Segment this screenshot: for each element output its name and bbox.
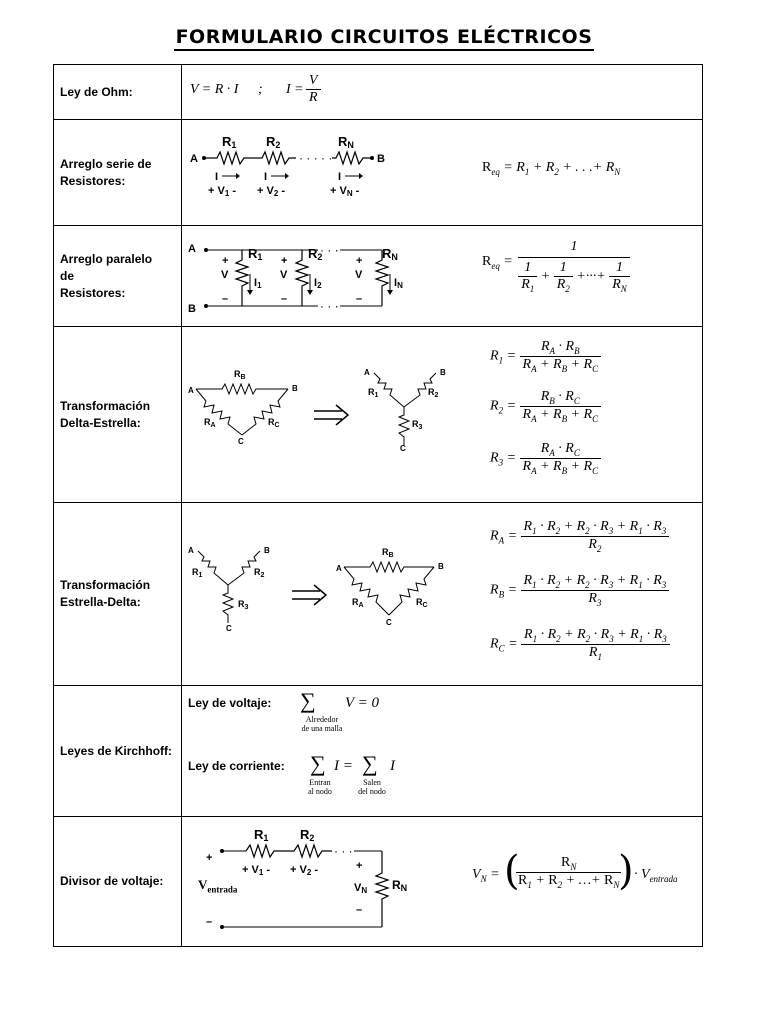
delta-estrella-diagram <box>182 327 472 503</box>
svg-text:–: – <box>206 916 213 928</box>
resistor-icon <box>223 585 233 623</box>
svg-text:B: B <box>440 368 446 377</box>
paralelo-content: A B · · · · · · R1 R2 RN + V – + V – + V – I1 I2 IN $R_{eq}$ = 1 $\frac{1}{R_1}$ + $\frac{1}{R_2}$ +···+ $\frac{1}{R_N}$ <box>182 226 703 327</box>
svg-text:RA: $R_A$ <box>204 417 216 429</box>
svg-text:A: A <box>188 546 194 555</box>
resistor-icon <box>399 407 409 445</box>
resistor-icon <box>196 384 288 394</box>
svg-text:R3: $R_3$ <box>238 599 249 611</box>
svg-text:R1: R1 <box>248 246 263 262</box>
implies-arrow-icon <box>314 405 348 425</box>
divisor-content: · · · R1 R2 RN + V1 - + V2 - + VN – + – $V_{entrada}$ $V_N$ = ( $R_N$ $R_1 + R_2$ + …+ $R_N$ ) · $V_{entrada}$ <box>182 817 703 947</box>
svg-text:R1: $R_1$ <box>368 387 379 399</box>
row-estrella-delta <box>54 503 703 686</box>
resistor-icon <box>296 250 308 306</box>
svg-text:V: V <box>355 269 363 281</box>
svg-text:–: – <box>222 293 229 305</box>
svg-text:–: – <box>281 293 288 305</box>
resistor-icon <box>376 851 388 927</box>
svg-text:RC: $R_C$ <box>416 597 428 609</box>
resistor-icon <box>204 152 296 164</box>
svg-text:RA: $R_A$ <box>352 597 364 609</box>
svg-text:B: B <box>292 384 298 393</box>
svg-text:C: C <box>238 437 244 446</box>
resistor-icon <box>198 551 228 585</box>
row-kirchhoff <box>54 686 703 817</box>
row-serie <box>54 120 703 226</box>
svg-text:–: – <box>356 904 363 916</box>
row-label: Leyes de Kirchhoff: <box>54 686 182 817</box>
row-label: Arreglo paralelo de Resistores: <box>54 226 182 327</box>
svg-text:+ V2 -: + V2 - <box>257 185 286 198</box>
svg-text:+: + <box>281 255 288 267</box>
row-label: Transformación Delta-Estrella: <box>54 327 182 503</box>
estrella-delta-diagram <box>182 503 472 686</box>
svg-text:B: B <box>377 153 385 165</box>
svg-text:· · ·: · · · <box>320 243 339 257</box>
svg-text:A: A <box>188 386 194 395</box>
row-label: Ley de Ohm: <box>54 65 182 120</box>
formula-table <box>53 64 703 947</box>
svg-text:R2: R2 <box>266 134 281 150</box>
page-title: FORMULARIO CIRCUITOS ELÉCTRICOS <box>0 26 768 48</box>
row-divisor <box>54 817 703 947</box>
resistor-icon <box>196 389 242 435</box>
row-paralelo <box>54 226 703 327</box>
svg-text:R1: $R_1$ <box>192 567 203 579</box>
svg-text:RB: $R_B$ <box>382 547 394 559</box>
svg-text:+ V1 -: + V1 - <box>242 864 271 877</box>
svg-text:R2: $R_2$ <box>428 387 439 399</box>
svg-text:I: I <box>338 171 342 183</box>
resistor-icon <box>374 373 404 407</box>
delta-content: A B C $R_B$ $R_A$ $R_C$ A B C $R_1$ $R_2$ $R_3$ $R_1$ = $\frac{R_A \cdot R_B}{R_A + R_B + R_C}$ $R_2$ = $\frac{R_B \cdot R_C}{R_A + R_B + R_C}$ $R_3$ = $\frac{R_A \cdot R_C}{R_A + R_B + R_C}$ <box>182 327 703 503</box>
svg-text:· · ·: · · · <box>320 299 339 313</box>
svg-text:RN: RN <box>382 246 398 262</box>
svg-text:R1: R1 <box>222 134 237 150</box>
resistor-icon <box>344 562 434 572</box>
svg-text:RN: RN <box>338 134 354 150</box>
svg-text:+ V1 -: + V1 - <box>208 185 237 198</box>
svg-text:A: A <box>364 368 370 377</box>
svg-text:· · · · ·: · · · · · <box>299 151 333 165</box>
svg-text:· · ·: · · · <box>334 844 353 858</box>
resistor-icon <box>344 567 389 615</box>
svg-text:B: B <box>438 562 444 571</box>
svg-text:I1: I1 <box>254 277 262 290</box>
svg-text:RC: $R_C$ <box>268 417 280 429</box>
svg-text:C: C <box>400 444 406 453</box>
svg-text:B: B <box>188 303 196 315</box>
implies-arrow-icon <box>292 585 326 605</box>
svg-text:RB: $R_B$ <box>234 369 246 381</box>
svg-text:A: A <box>188 243 196 255</box>
resistor-icon <box>332 152 372 164</box>
svg-text:B: B <box>264 546 270 555</box>
svg-text:R3: $R_3$ <box>412 419 423 431</box>
svg-text:–: – <box>356 293 363 305</box>
svg-text:RN: RN <box>392 878 408 893</box>
row-label: Divisor de voltaje: <box>54 817 182 947</box>
svg-text:I: I <box>215 171 219 183</box>
svg-text:I2: I2 <box>314 277 322 290</box>
svg-text:C: C <box>226 624 232 633</box>
svg-text:R2: R2 <box>300 827 315 843</box>
paralelo-circuit-diagram <box>182 226 422 327</box>
svg-text:VN: VN <box>354 882 368 895</box>
svg-text:R2: $R_2$ <box>254 567 265 579</box>
voltage-law-label: Ley de voltaje: <box>188 696 272 710</box>
svg-text:V: V <box>221 269 229 281</box>
v-entrada-label: $V_{entrada}$ <box>198 877 238 895</box>
resistor-icon <box>236 250 248 306</box>
svg-text:I: I <box>264 171 268 183</box>
row-ley-ohm <box>54 65 703 120</box>
svg-text:C: C <box>386 618 392 627</box>
svg-text:+: + <box>356 860 363 872</box>
estrella-content: A B C $R_1$ $R_2$ $R_3$ A B C $R_B$ $R_A$ $R_C$ $R_A$ = $\frac{R_1 \cdot R_2 + R_2 \cdot R_3 + R_1 \cdot R_3}{R_2}$ $R_B$ = $\frac{R_1 \cdot R_2 + R_2 \cdot R_3 + R_1 \cdot R_3}{R_3}$ $R_C$ = $\frac{R_1 \cdot R_2 + R_2 \cdot R_3 + R_1 \cdot R_3}{R_1}$ <box>182 503 703 686</box>
svg-text:R2: R2 <box>308 246 323 262</box>
resistor-icon <box>242 389 288 435</box>
svg-text:A: A <box>336 564 342 573</box>
current-law-label: Ley de corriente: <box>188 759 285 773</box>
row-label: Transformación Estrella-Delta: <box>54 503 182 686</box>
ohm-formula: V = R · I ; I = V R <box>182 65 703 120</box>
kirchhoff-content: Ley de voltaje: ∑ V = 0 Alrededor de una malla Ley de corriente: ∑ I = ∑ I Entran al nodo Salen del nodo <box>182 686 703 817</box>
svg-text:+: + <box>356 255 363 267</box>
svg-text:R1: R1 <box>254 827 269 843</box>
svg-text:+: + <box>206 852 213 864</box>
serie-circuit-diagram <box>182 120 412 226</box>
row-delta-estrella <box>54 327 703 503</box>
row-label: Arreglo serie de Resistores: <box>54 120 182 226</box>
svg-text:+ VN -: + VN - <box>330 185 360 198</box>
resistor-icon <box>246 845 332 857</box>
svg-text:A: A <box>190 153 198 165</box>
svg-text:IN: IN <box>394 277 403 290</box>
svg-text:V: V <box>280 269 288 281</box>
serie-content: A · · · · · B R1 R2 RN I I I + V1 - + V2 - + VN - $R_{eq} = R_1 + R_2$ + . . .+ $R_N$ <box>182 120 703 226</box>
svg-text:+: + <box>222 255 229 267</box>
svg-text:+ V2 -: + V2 - <box>290 864 319 877</box>
